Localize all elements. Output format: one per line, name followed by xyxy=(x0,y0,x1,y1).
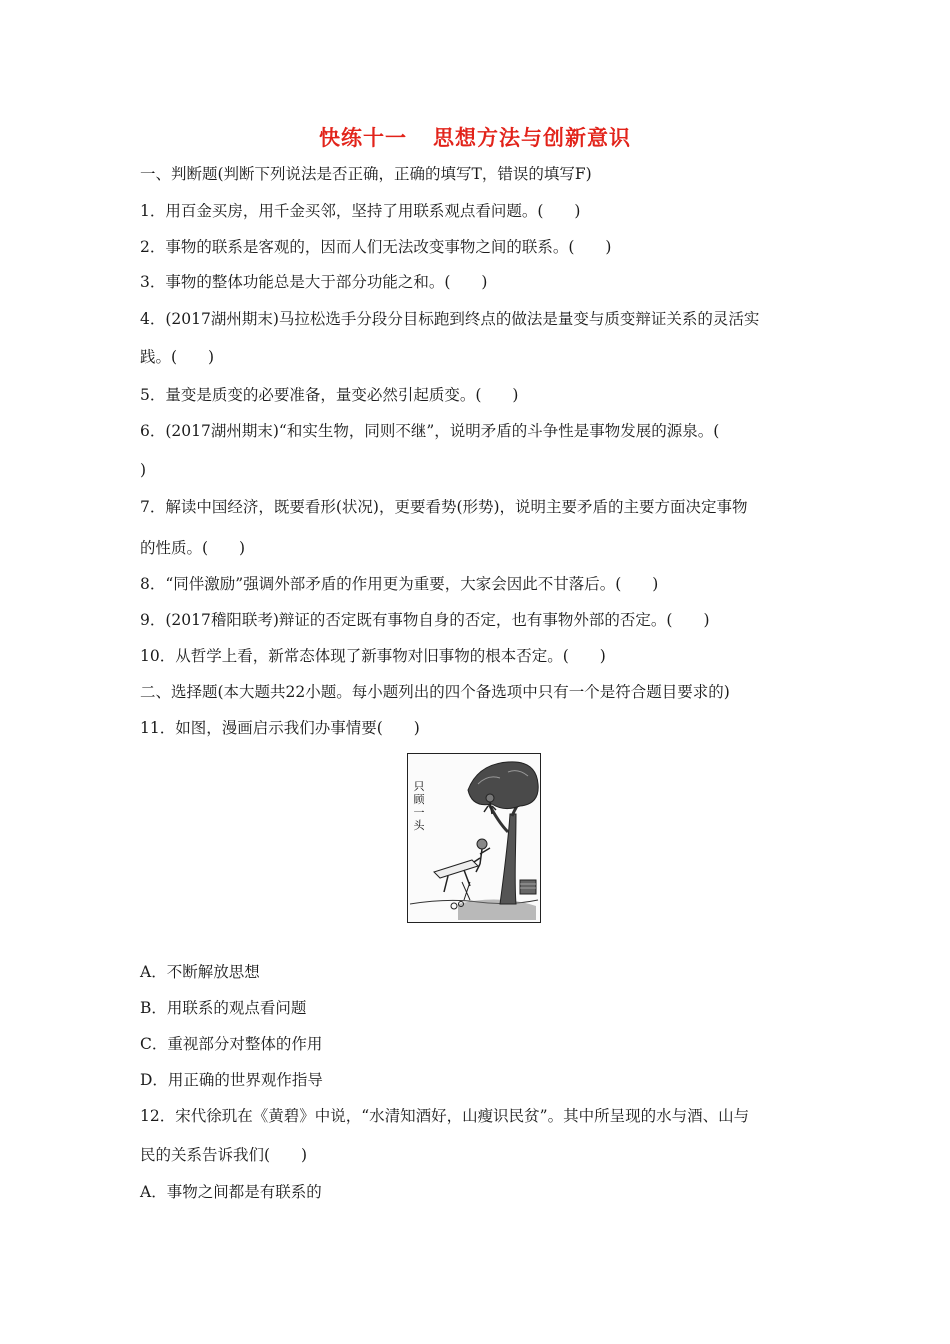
section1-heading: 一、判断题(判断下列说法是否正确，正确的填写T，错误的填写F) xyxy=(140,165,592,183)
question-12-line1: 12．宋代徐玑在《黄碧》中说，“水清知酒好，山瘦识民贫”。其中所呈现的水与酒、山与 xyxy=(140,1107,750,1125)
cartoon-caption-char: 头 xyxy=(413,819,425,832)
question-11-stem: 11．如图，漫画启示我们办事情要( ) xyxy=(140,719,420,737)
question-2: 2．事物的联系是客观的，因而人们无法改变事物之间的联系。( ) xyxy=(140,238,612,256)
cartoon-illustration xyxy=(407,753,541,923)
question-4-line1: 4．(2017湖州期末)马拉松选手分段分目标跑到终点的做法是量变与质变辩证关系的灵活实 xyxy=(140,310,760,328)
title-part1: 快练十一 xyxy=(319,126,407,150)
q11-option-b: B．用联系的观点看问题 xyxy=(140,999,307,1017)
question-10: 10．从哲学上看，新常态体现了新事物对旧事物的根本否定。( ) xyxy=(140,647,606,665)
section2-heading: 二、选择题(本大题共22小题。每小题列出的四个备选项中只有一个是符合题目要求的) xyxy=(140,683,730,701)
cartoon-caption-char: 顾 xyxy=(413,793,425,806)
cartoon-caption-char: 只 xyxy=(413,780,425,793)
cartoon-drawing xyxy=(408,754,540,922)
cartoon-caption xyxy=(412,780,426,832)
q12-option-a: A．事物之间都是有联系的 xyxy=(140,1183,322,1201)
question-4-line2: 践。( ) xyxy=(140,348,215,366)
question-1: 1．用百金买房，用千金买邻，坚持了用联系观点看问题。( ) xyxy=(140,202,581,220)
q11-option-a: A．不断解放思想 xyxy=(140,963,260,981)
q11-option-d: D．用正确的世界观作指导 xyxy=(140,1071,323,1089)
q11-option-c: C．重视部分对整体的作用 xyxy=(140,1035,323,1053)
title-part2: 思想方法与创新意识 xyxy=(433,126,631,150)
question-7-line1: 7．解读中国经济，既要看形(状况)，更要看势(形势)，说明主要矛盾的主要方面决定事物 xyxy=(140,498,748,516)
page-title xyxy=(0,122,950,152)
question-12-line2: 民的关系告诉我们( ) xyxy=(140,1146,308,1164)
question-5: 5．量变是质变的必要准备，量变必然引起质变。( ) xyxy=(140,386,519,404)
question-6-line2: ) xyxy=(140,461,147,479)
question-8: 8．“同伴激励”强调外部矛盾的作用更为重要，大家会因此不甘落后。( ) xyxy=(140,575,659,593)
question-3: 3．事物的整体功能总是大于部分功能之和。( ) xyxy=(140,273,488,291)
cartoon-caption-char: 一 xyxy=(413,806,425,819)
question-6-line1: 6．(2017湖州期末)“和实生物，同则不继”，说明矛盾的斗争性是事物发展的源泉。( xyxy=(140,422,720,440)
question-7-line2: 的性质。( ) xyxy=(140,539,246,557)
question-9: 9．(2017稽阳联考)辩证的否定既有事物自身的否定，也有事物外部的否定。( ) xyxy=(140,611,710,629)
